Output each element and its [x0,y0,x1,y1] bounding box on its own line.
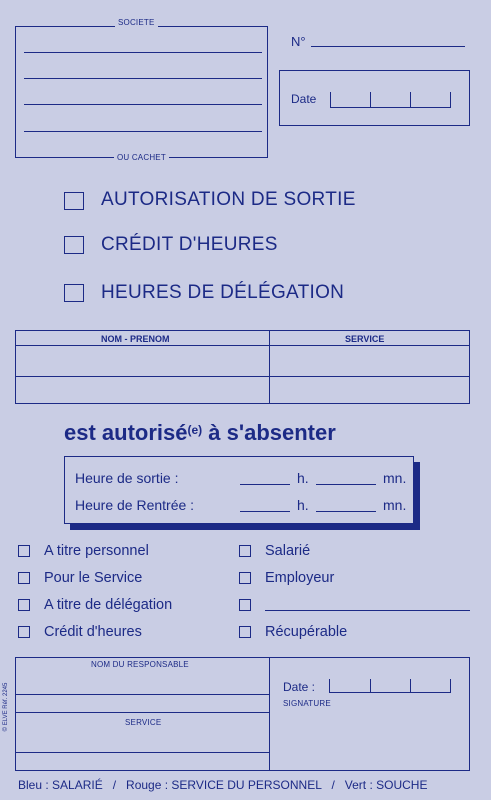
service-field[interactable] [15,752,269,753]
label-titre-delegation: A titre de délégation [44,597,173,613]
exit-minutes-field[interactable] [316,484,376,485]
label-credit-heures: CRÉDIT D'HEURES [101,234,278,255]
number-field[interactable] [311,46,465,47]
company-line-4[interactable] [24,131,262,132]
service-label: SERVICE [125,718,162,727]
footer-copies: Bleu : SALARIÉ / Rouge : SERVICE DU PERSONNEL / Vert : SOUCHE [18,778,428,792]
employee-table-divider [269,330,270,404]
bottom-box-divider [269,657,270,771]
return-hours-field[interactable] [240,511,290,512]
label-titre-personnel: A titre personnel [44,543,149,559]
company-bottom-label: OU CACHET [114,153,169,162]
date-field[interactable] [330,107,451,108]
checkbox-salarie[interactable] [239,545,251,557]
other-reason-field[interactable] [265,610,470,611]
date-tick [450,92,451,108]
employee-service-field[interactable] [269,376,470,377]
label-recuperable: Récupérable [265,624,348,640]
employee-table [15,330,470,404]
return-minutes-field[interactable] [316,511,376,512]
signature-area[interactable] [272,712,467,768]
label-employeur: Employeur [265,570,335,586]
label-credit-heures-reason: Crédit d'heures [44,624,142,640]
checkbox-pour-le-service[interactable] [18,572,30,584]
responsible-field[interactable] [15,694,269,695]
exit-hours-field[interactable] [240,484,290,485]
employee-name-field[interactable] [15,376,269,377]
label-heures-delegation: HEURES DE DÉLÉGATION [101,282,345,303]
date-tick [330,92,331,108]
headline [64,420,336,446]
headline-pre: est autorisé [64,420,188,445]
date-tick [410,92,411,108]
side-reference: © ELVE Réf. 2245 [3,682,9,732]
company-box [15,26,268,158]
times-box [64,456,414,524]
checkbox-titre-personnel[interactable] [18,545,30,557]
return-mn-label: mn. [383,497,407,513]
exit-h-label: h. [297,470,309,486]
checkbox-titre-delegation[interactable] [18,599,30,611]
bottom-date-label: Date : [283,680,316,694]
date-tick [370,92,371,108]
headline-post: à s'absenter [202,420,336,445]
label-pour-le-service: Pour le Service [44,570,143,586]
headline-sup: (e) [187,423,203,437]
checkbox-credit-heures[interactable] [64,236,84,254]
exit-time-label: Heure de sortie : [75,470,179,486]
checkbox-heures-delegation[interactable] [64,284,84,302]
responsible-field-2[interactable] [15,712,269,713]
checkbox-other[interactable] [239,599,251,611]
bottom-date-field[interactable] [329,692,451,693]
checkbox-recuperable[interactable] [239,626,251,638]
checkbox-autorisation-sortie[interactable] [64,192,84,210]
employee-table-header-rule [15,345,470,346]
exit-mn-label: mn. [383,470,407,486]
company-line-2[interactable] [24,78,262,79]
return-h-label: h. [297,497,309,513]
bottom-date-tick [370,679,371,693]
col-service-header: SERVICE [345,334,385,344]
checkbox-employeur[interactable] [239,572,251,584]
company-line-1[interactable] [24,52,262,53]
label-autorisation-sortie: AUTORISATION DE SORTIE [101,189,356,210]
bottom-date-tick [329,679,330,693]
number-label: N° [291,34,306,49]
responsible-label: NOM DU RESPONSABLE [91,660,189,669]
date-label: Date [291,92,317,106]
checkbox-credit-heures-reason[interactable] [18,626,30,638]
signature-label: SIGNATURE [283,699,331,708]
company-line-3[interactable] [24,104,262,105]
bottom-date-tick [450,679,451,693]
return-time-label: Heure de Rentrée : [75,497,195,513]
label-salarie: Salarié [265,543,311,559]
bottom-date-tick [410,679,411,693]
company-top-label: SOCIETE [115,18,158,27]
col-name-header: NOM - PRENOM [101,334,170,344]
